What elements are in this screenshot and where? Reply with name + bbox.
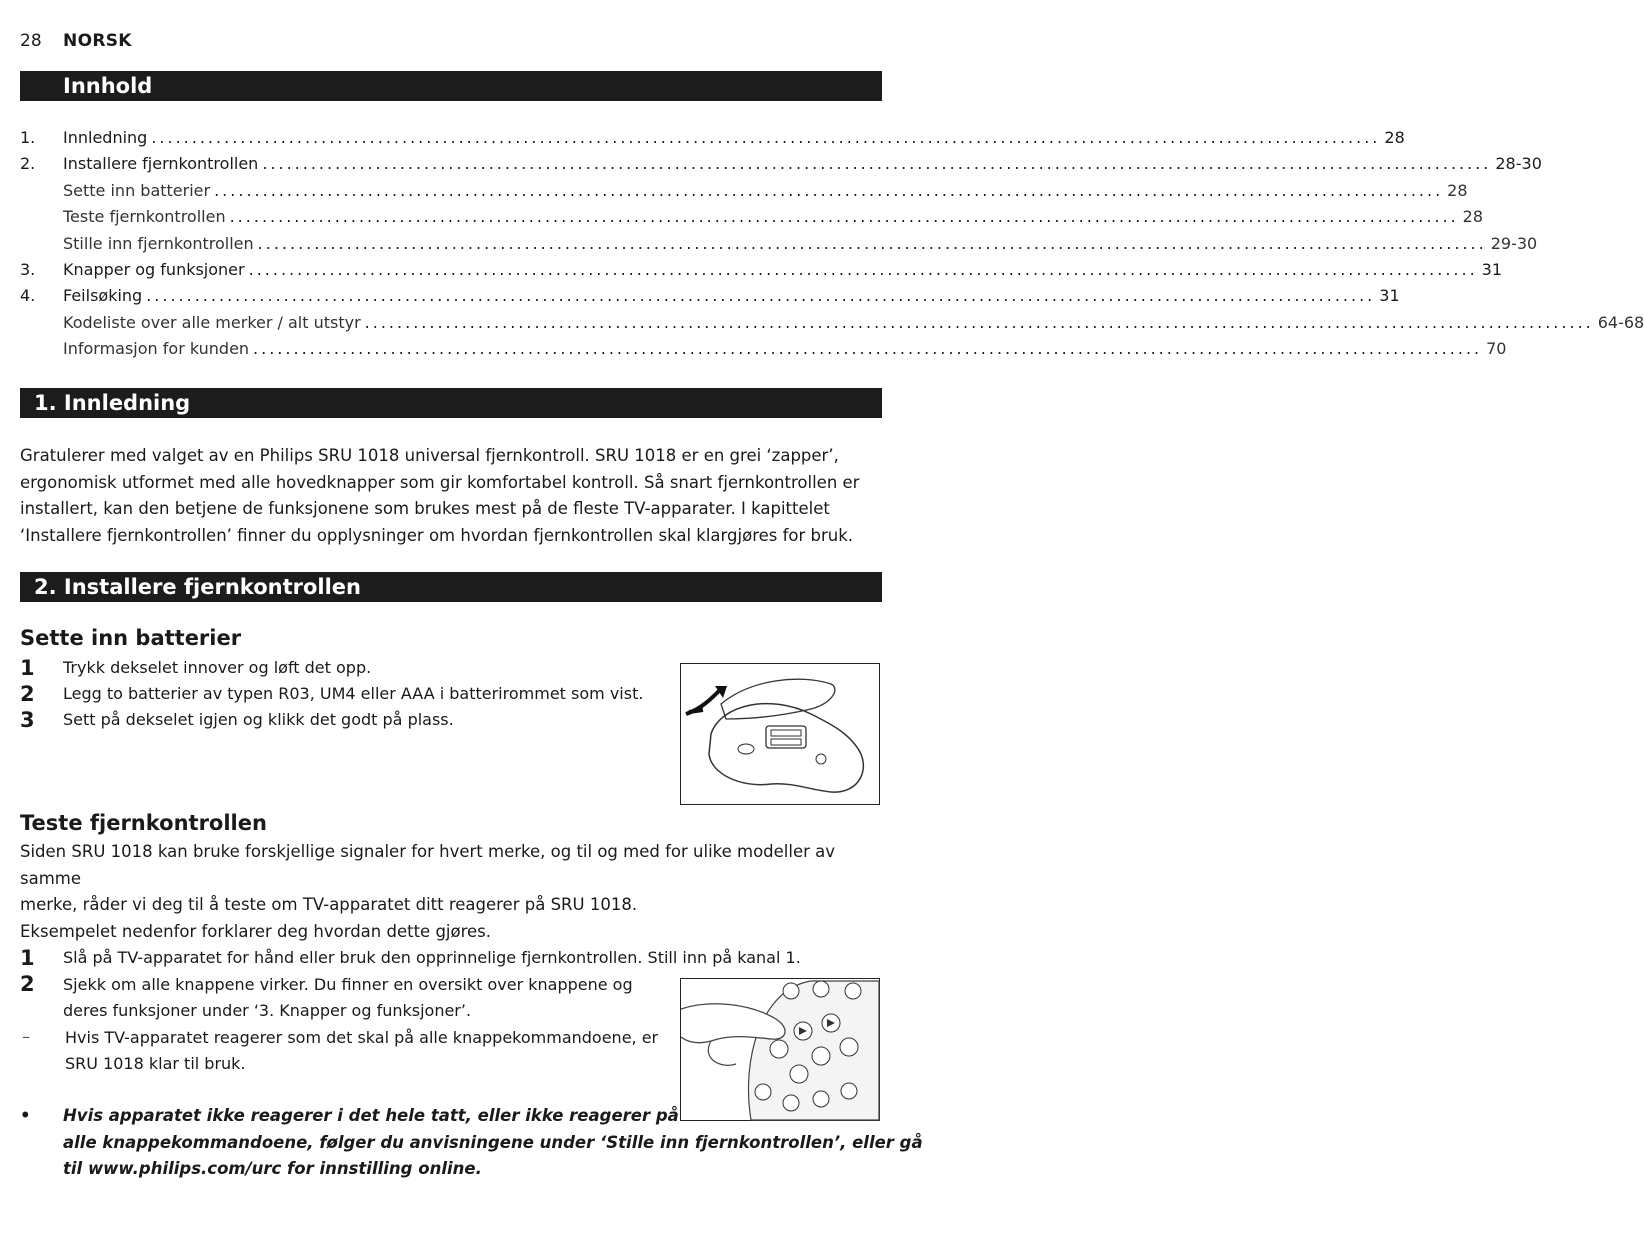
toc-leader: ........................................................................................................................................................ xyxy=(229,207,1459,226)
language-label: NORSK xyxy=(63,31,132,51)
battery-step xyxy=(20,682,643,706)
intro-line: Gratulerer med valget av en Philips SRU 1018 universal fjernkontroll. SRU 1018 er en grei ‘zapper’, xyxy=(20,446,839,465)
step-number: 1 xyxy=(20,946,35,970)
testing-intro xyxy=(20,839,882,945)
dash-text-line: SRU 1018 klar til bruk. xyxy=(65,1054,246,1073)
toc-entry-title: Stille inn fjernkontrollen xyxy=(63,234,254,253)
dash-text-line: Hvis TV-apparatet reagerer som det skal på alle knappekommandoene, er xyxy=(65,1028,659,1047)
toc-entry-title: Informasjon for kunden xyxy=(63,339,250,358)
step-text: Trykk dekselet innover og løft det opp. xyxy=(63,658,372,677)
toc-entry[interactable] xyxy=(20,234,1538,258)
intro-line: ‘Installere fjernkontrollen’ finner du opplysninger om hvordan fjernkontrollen skal klargjøres for bruk. xyxy=(20,525,854,545)
step-number: 1 xyxy=(20,656,35,680)
battery-step xyxy=(20,656,371,680)
testing-intro-line: Siden SRU 1018 kan bruke forskjellige signaler for hvert merke, og til og med for ulike modeller av samme xyxy=(20,842,836,888)
toc-entry-page: 28-30 xyxy=(1495,154,1542,173)
battery-illustration xyxy=(680,663,880,805)
intro-paragraph xyxy=(20,443,882,549)
toc-title-bar xyxy=(20,71,882,101)
note-line: alle knappekommandoene, følger du anvisningene under ‘Stille inn fjernkontrollen’, eller gå xyxy=(63,1132,923,1152)
toc-leader: ........................................................................................................................................................ xyxy=(262,154,1492,173)
page-header xyxy=(20,31,132,51)
bullet-marker: • xyxy=(20,1106,31,1125)
dash-marker: – xyxy=(22,1027,30,1046)
toc-entry-title: Sette inn batterier xyxy=(63,181,211,200)
toc-entry-page: 28 xyxy=(1447,181,1468,200)
toc-entry-title: Knapper og funksjoner xyxy=(63,260,245,279)
battery-step xyxy=(20,708,454,732)
remote-test-illustration xyxy=(680,978,880,1121)
toc-entry-title: Teste fjernkontrollen xyxy=(63,207,226,226)
toc-entry[interactable] xyxy=(20,128,1405,152)
toc-leader: ........................................................................................................................................................ xyxy=(248,260,1478,279)
toc-entry-title: Feilsøking xyxy=(63,286,143,305)
toc-entry[interactable] xyxy=(20,181,1468,205)
remote-battery-drawing xyxy=(681,664,879,804)
result-dash-item xyxy=(20,1025,658,1077)
toc-leader: ........................................................................................................................................................ xyxy=(257,234,1487,253)
testing-heading: Teste fjernkontrollen xyxy=(20,811,267,835)
step-text-line: Sjekk om alle knappene virker. Du finner en oversikt over knappene og xyxy=(63,975,633,994)
step-text: Sett på dekselet igjen og klikk det godt på plass. xyxy=(63,710,454,729)
toc-entry[interactable] xyxy=(20,286,1400,310)
toc-entry[interactable] xyxy=(20,339,1507,363)
toc-entry[interactable] xyxy=(20,207,1484,231)
step-text: Slå på TV-apparatet for hånd eller bruk den opprinnelige fjernkontrollen. Still inn på kanal 1. xyxy=(63,948,801,967)
toc-entry-title: Installere fjernkontrollen xyxy=(63,154,259,173)
testing-intro-line: Eksempelet nedenfor forklarer deg hvordan dette gjøres. xyxy=(20,921,492,941)
testing-step xyxy=(20,946,801,970)
toc-entry-page: 29-30 xyxy=(1490,234,1538,253)
toc-leader: ........................................................................................................................................................ xyxy=(214,181,1444,200)
toc-entry-page: 28 xyxy=(1462,207,1484,226)
testing-step xyxy=(20,972,633,1024)
note-block xyxy=(20,1103,923,1183)
toc-entry-page: 64-68 xyxy=(1597,313,1644,332)
step-text-line: deres funksjoner under ‘3. Knapper og funksjoner’. xyxy=(63,1001,472,1020)
toc-entry-page: 70 xyxy=(1486,339,1507,358)
toc-leader: ........................................................................................................................................................ xyxy=(146,286,1376,305)
section-1-title: 1. Innledning xyxy=(34,391,191,415)
step-text: Legg to batterier av typen R03, UM4 eller AAA i batterirommet som vist. xyxy=(63,684,644,703)
toc-entry-title: Innledning xyxy=(63,128,148,147)
toc-entry-number: 4. xyxy=(20,286,36,305)
step-number: 3 xyxy=(20,708,35,732)
section-2-title: 2. Installere fjernkontrollen xyxy=(34,575,361,599)
intro-line: ergonomisk utformet med alle hovedknapper som gir komfortabel kontroll. Så snart fjernkontrollen er xyxy=(20,472,860,492)
hand-remote-drawing xyxy=(681,979,879,1120)
toc-entry-page: 31 xyxy=(1379,286,1400,305)
toc-leader: ........................................................................................................................................................ xyxy=(151,128,1381,147)
testing-intro-line: merke, råder vi deg til å teste om TV-apparatet ditt reagerer på SRU 1018. xyxy=(20,895,638,914)
toc-entry-page: 28 xyxy=(1384,128,1405,147)
toc-entry-number: 3. xyxy=(20,260,36,279)
toc-entry[interactable] xyxy=(20,154,1542,178)
section-1-title-bar xyxy=(20,388,882,418)
toc-entry-title: Kodeliste over alle merker / alt utstyr xyxy=(63,313,361,332)
toc-entry[interactable] xyxy=(20,260,1503,284)
toc-entry-number: 2. xyxy=(20,154,36,173)
toc-entry-number: 1. xyxy=(20,128,36,147)
section-2-title-bar xyxy=(20,572,882,602)
step-number: 2 xyxy=(20,682,35,706)
note-line: Hvis apparatet ikke reagerer i det hele tatt, eller ikke reagerer på xyxy=(63,1106,679,1125)
toc-entry[interactable] xyxy=(20,313,1644,337)
intro-line: installert, kan den betjene de funksjonene som brukes mest på de fleste TV-apparater. I kapittelet xyxy=(20,499,830,518)
toc-title: Innhold xyxy=(63,74,153,98)
toc-leader: ........................................................................................................................................................ xyxy=(253,339,1483,358)
toc-entry-page: 31 xyxy=(1481,260,1503,279)
page-number: 28 xyxy=(20,31,42,51)
step-number: 2 xyxy=(20,972,35,996)
batteries-heading: Sette inn batterier xyxy=(20,626,242,650)
note-line: til www.philips.com/urc for innstilling online. xyxy=(63,1159,482,1178)
toc-leader: ........................................................................................................................................................ xyxy=(364,313,1594,332)
